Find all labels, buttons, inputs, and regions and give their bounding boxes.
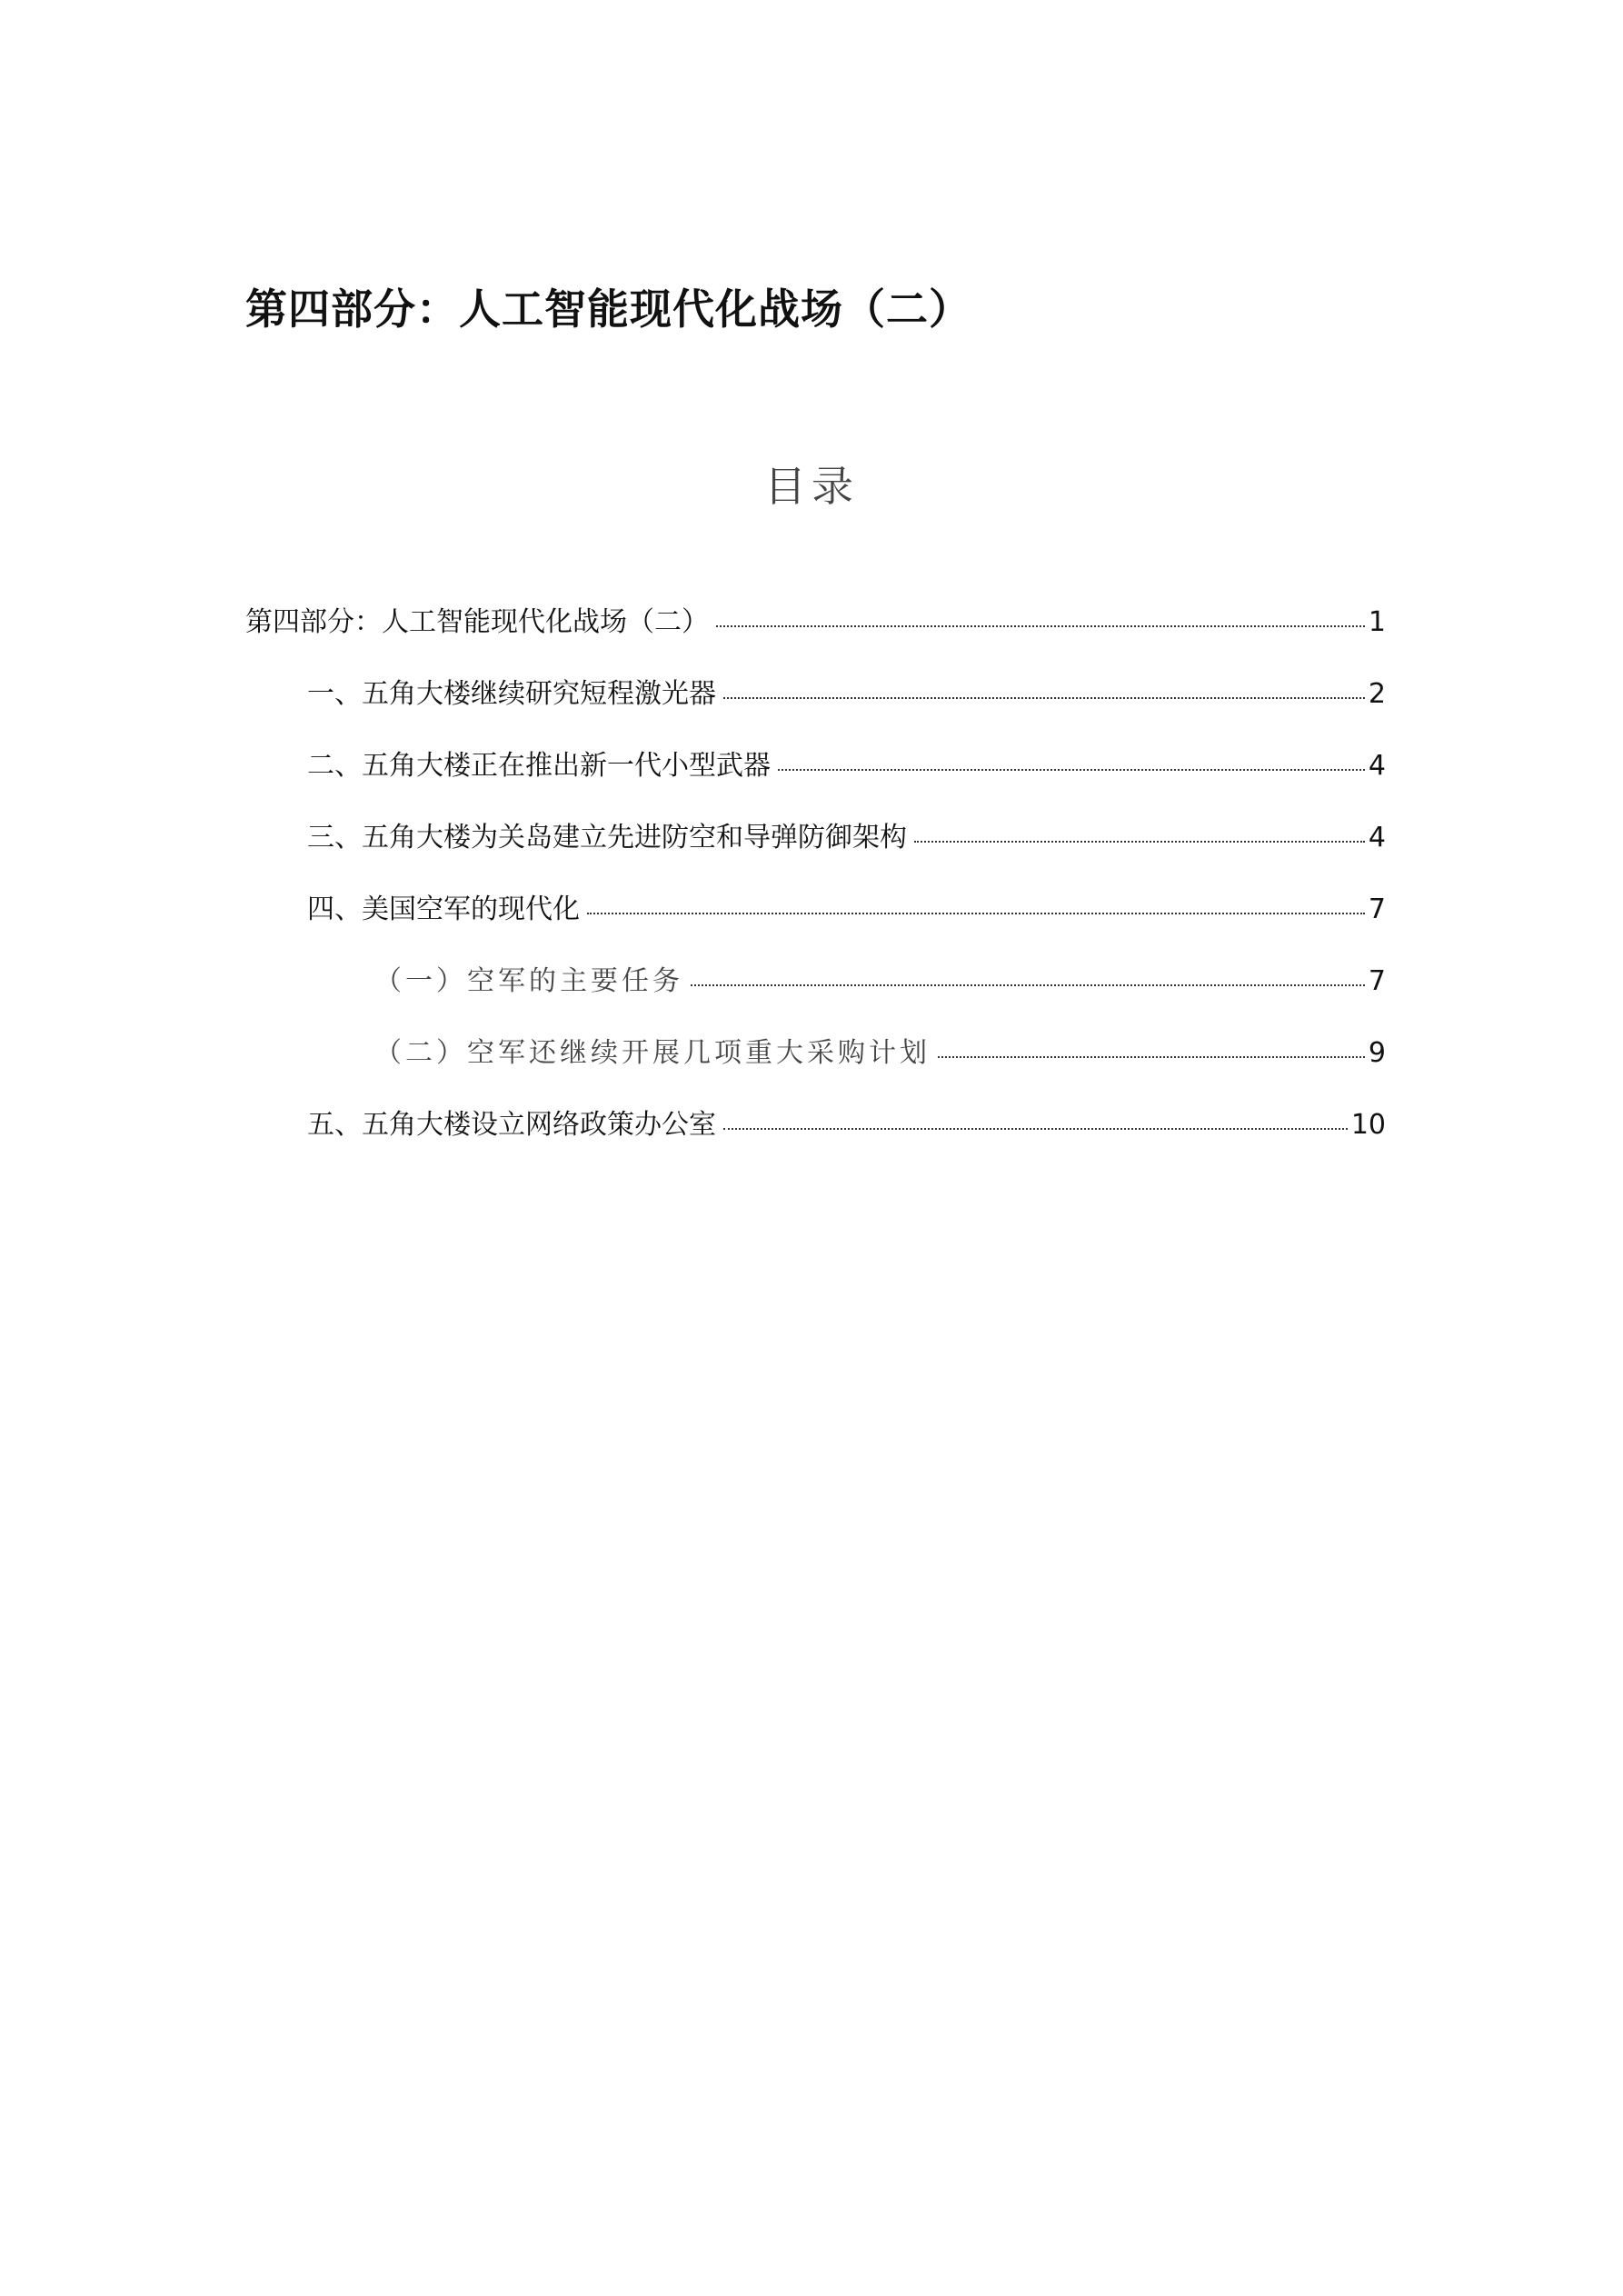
toc-heading: 目录 (764, 462, 859, 511)
toc-dot-leader (778, 769, 1365, 771)
toc-entry-part-four[interactable] (245, 595, 1386, 667)
toc-entry-subsection-4-2[interactable] (245, 1026, 1386, 1098)
toc-entry-label: 第四部分：人工智能现代化战场（二） (245, 606, 709, 638)
toc-entry-label: 一、五角大楼继续研究短程激光器 (307, 678, 716, 710)
toc-dot-leader (914, 841, 1365, 843)
toc-page-number: 9 (1368, 1037, 1386, 1069)
toc-entry-label: 三、五角大楼为关岛建立先进防空和导弹防御架构 (307, 822, 907, 854)
toc-entry-label: （一）空军的主要任务 (374, 965, 683, 997)
toc-entry-label: 五、五角大楼设立网络政策办公室 (307, 1109, 716, 1141)
toc-page-number: 1 (1368, 606, 1386, 638)
toc-entry-label: 二、五角大楼正在推出新一代小型武器 (307, 750, 771, 782)
toc-page-number: 4 (1368, 822, 1386, 854)
toc-entry-section-5[interactable] (245, 1098, 1386, 1170)
toc-dot-leader (587, 913, 1365, 914)
toc-entry-label: （二）空军还继续开展几项重大采购计划 (374, 1037, 931, 1069)
toc-entry-label: 四、美国空军的现代化 (307, 893, 580, 925)
toc-entry-section-2[interactable] (245, 739, 1386, 811)
toc-dot-leader (938, 1056, 1365, 1058)
toc-page-number: 7 (1368, 893, 1386, 925)
toc-entry-section-3[interactable] (245, 811, 1386, 883)
toc-dot-leader (723, 697, 1365, 699)
toc-page-number: 7 (1368, 965, 1386, 997)
page-title: 第四部分：人工智能现代化战场（二） (245, 285, 971, 334)
table-of-contents (245, 595, 1386, 1170)
toc-dot-leader (691, 984, 1365, 986)
toc-dot-leader (716, 625, 1365, 627)
toc-entry-subsection-4-1[interactable] (245, 954, 1386, 1026)
toc-page-number: 4 (1368, 750, 1386, 782)
toc-page-number: 10 (1350, 1109, 1386, 1141)
toc-entry-section-1[interactable] (245, 667, 1386, 739)
toc-page-number: 2 (1368, 678, 1386, 710)
toc-dot-leader (723, 1128, 1348, 1130)
toc-entry-section-4[interactable] (245, 883, 1386, 954)
